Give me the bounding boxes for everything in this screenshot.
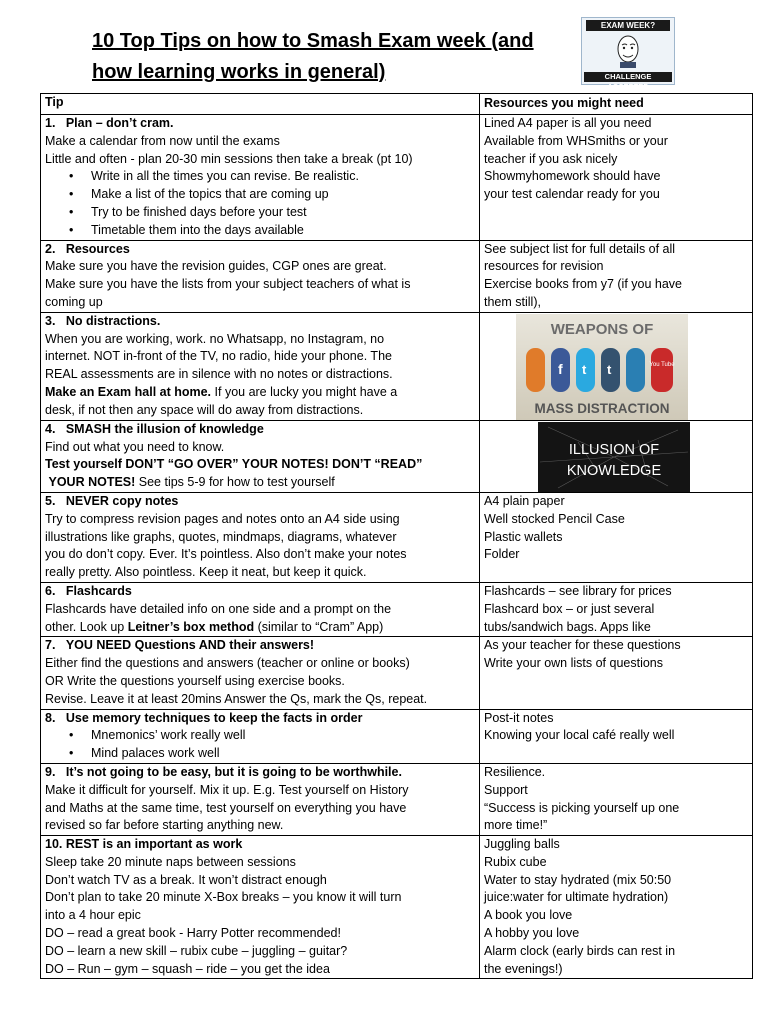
svg-text:t: t <box>607 361 612 377</box>
tip-line: Flashcards have detailed info on one side and a prompt on the <box>45 601 392 616</box>
bullet-item: • Mind palaces work well <box>45 745 475 763</box>
tip-line: Make it difficult for yourself. Mix it up. E.g. Test yourself on History <box>45 782 409 797</box>
meme-top-caption: EXAM WEEK? <box>586 20 670 31</box>
table-row <box>41 420 753 492</box>
title-line-1: 10 Top Tips on how to Smash Exam week (and <box>92 30 534 52</box>
tip-line: Make sure you have the lists from your subject teachers of what is <box>45 277 411 292</box>
tip-cell <box>41 492 480 582</box>
resource-line: Flashcards – see library for prices <box>484 583 672 598</box>
lead-rest: If you are lucky you might have a <box>211 384 398 399</box>
resources-cell <box>480 492 753 582</box>
tip-line: you do don’t copy. Ever. It’s pointless. Also don’t make your notes <box>45 547 407 562</box>
tip-line: into a 4 hour epic <box>45 908 141 923</box>
header-tip: Tip <box>41 94 480 115</box>
tip-line: When you are working, work. no Whatsapp, no Instagram, no <box>45 331 385 346</box>
image-line-1: ILLUSION OF <box>568 441 660 458</box>
resources-cell <box>480 836 753 979</box>
bold-span: Leitner’s box method <box>127 619 255 634</box>
challenge-accepted-face-icon <box>614 34 642 68</box>
tip-line: revised so far before starting anything new. <box>45 818 284 833</box>
tip-line: really pretty. Also pointless. Keep it neat, but keep it quick. <box>45 565 367 580</box>
resource-line: A book you love <box>484 908 573 923</box>
resource-line: Showmyhomework should have <box>484 169 661 184</box>
resource-line: Rubix cube <box>484 854 547 869</box>
resource-line: Post-it notes <box>484 710 554 725</box>
tip-line: OR Write the questions yourself using exercise books. <box>45 673 345 688</box>
table-row <box>41 492 753 582</box>
tip-line: illustrations like graphs, quotes, mindmaps, diagrams, whatever <box>45 529 397 544</box>
resource-line: Support <box>484 782 528 797</box>
tip-heading: 1. Plan – don’t cram. <box>45 116 174 130</box>
tip-heading: 3. No distractions. <box>45 313 161 328</box>
plain-span: (similar to “Cram” App) <box>254 619 384 634</box>
resource-line: juice:water for ultimate hydration) <box>484 890 669 905</box>
bold-lead: Make an Exam hall at home. <box>45 384 212 399</box>
resource-line: Plastic wallets <box>484 529 563 544</box>
resources-cell <box>480 312 753 420</box>
bullet-item: • Make a list of the topics that are coming up <box>45 186 475 204</box>
resources-cell <box>480 637 753 709</box>
tip-line <box>45 474 475 492</box>
tip-line: Little and often - plan 20-30 min sessions then take a break (pt 10) <box>45 151 413 166</box>
resource-line: Exercise books from y7 (if you have <box>484 277 682 292</box>
tip-cell <box>41 420 480 492</box>
resource-line: Write your own lists of questions <box>484 656 664 671</box>
tip-line: DO – Run – gym – squash – ride – you get the idea <box>45 961 330 976</box>
tip-line: Make sure you have the revision guides, CGP ones are great. <box>45 259 387 274</box>
tip-line: desk, if not then any space will do away from distractions. <box>45 402 364 417</box>
resource-line: Well stocked Pencil Case <box>484 511 625 526</box>
resources-cell <box>480 582 753 636</box>
tip-line: internet. NOT in-front of the TV, no radio, hide your phone. The <box>45 349 392 364</box>
bullet-item: • Write in all the times you can revise. Be realistic. <box>45 168 475 186</box>
resource-line: Lined A4 paper is all you need <box>484 116 652 130</box>
tip-heading: 9. It’s not going to be easy, but it is going to be worthwhile. <box>45 764 402 779</box>
title-line-2: how learning works in general) <box>92 61 386 83</box>
tip-heading: 2. Resources <box>45 241 130 256</box>
table-row <box>41 836 753 979</box>
tip-cell <box>41 115 480 241</box>
tip-line: Either find the questions and answers (teacher or online or books) <box>45 656 410 671</box>
resource-line: tubs/sandwich bags. Apps like <box>484 619 651 634</box>
resource-line: more time!” <box>484 818 548 833</box>
tip-line: Make a calendar from now until the exams <box>45 133 280 148</box>
meme-bottom-caption: CHALLENGE ACCEPTED <box>584 72 672 82</box>
resource-line: Water to stay hydrated (mix 50:50 <box>484 872 672 887</box>
table-row <box>41 637 753 709</box>
tip-cell <box>41 763 480 835</box>
tip-line: Test yourself DON’T “GO OVER” YOUR NOTES! DON’T “READ” <box>45 457 423 472</box>
resource-line: Available from WHSmiths or your <box>484 133 668 148</box>
resource-line: your test calendar ready for you <box>484 187 660 202</box>
resource-line: Knowing your local café really well <box>484 728 675 743</box>
tip-line: Don’t plan to take 20 minute X-Box breaks – you know it will turn <box>45 890 402 905</box>
resource-line: A4 plain paper <box>484 493 565 508</box>
tip-heading: 5. NEVER copy notes <box>45 493 179 508</box>
tip-cell <box>41 312 480 420</box>
bullet-item: • Timetable them into the days available <box>45 222 475 240</box>
tip-heading: 7. YOU NEED Questions AND their answers! <box>45 638 315 653</box>
resources-cell <box>480 420 753 492</box>
youtube-label: You Tube <box>649 361 675 368</box>
plain-span: See tips 5-9 for how to test yourself <box>135 475 335 490</box>
resource-line: the evenings!) <box>484 961 563 976</box>
image-caption-bottom: MASS DISTRACTION <box>534 400 670 416</box>
tip-line: Try to compress revision pages and notes onto an A4 side using <box>45 511 400 526</box>
resources-cell <box>480 763 753 835</box>
tip-line: Sleep take 20 minute naps between sessions <box>45 854 296 869</box>
resource-line: resources for revision <box>484 259 604 274</box>
resource-line: Resilience. <box>484 764 546 779</box>
resources-cell <box>480 115 753 241</box>
resources-cell <box>480 240 753 312</box>
tip-line <box>45 384 475 402</box>
image-line-2: KNOWLEDGE <box>566 462 662 479</box>
page-title <box>92 26 562 88</box>
tip-line: REAL assessments are in silence with no notes or distractions. <box>45 367 393 382</box>
tip-line <box>45 619 475 637</box>
table-row <box>41 763 753 835</box>
resource-line: Juggling balls <box>484 837 560 852</box>
tip-line: Revise. Leave it at least 20mins Answer the Qs, mark the Qs, repeat. <box>45 691 428 706</box>
resource-line: See subject list for full details of all <box>484 241 676 256</box>
tip-line: Don’t watch TV as a break. It won’t distract enough <box>45 872 327 887</box>
tip-cell <box>41 836 480 979</box>
bold-span: YOUR NOTES! <box>48 475 136 490</box>
table-row <box>41 709 753 763</box>
table-row <box>41 312 753 420</box>
tip-heading: 6. Flashcards <box>45 583 132 598</box>
resource-line: Alarm clock (early birds can rest in <box>484 943 676 958</box>
bullet-item: • Mnemonics’ work really well <box>45 727 475 745</box>
resources-cell <box>480 709 753 763</box>
illusion-of-knowledge-image <box>538 422 690 492</box>
tip-line: DO – read a great book - Harry Potter recommended! <box>45 926 341 941</box>
tips-table <box>40 93 753 979</box>
tip-line: Find out what you need to know. <box>45 439 225 454</box>
resource-line: them still), <box>484 294 541 309</box>
resource-line: As your teacher for these questions <box>484 638 681 653</box>
resource-line: “Success is picking yourself up one <box>484 800 680 815</box>
tip-cell <box>41 709 480 763</box>
tip-cell <box>41 240 480 312</box>
table-header-row <box>41 94 753 115</box>
resource-line: A hobby you love <box>484 926 580 941</box>
exam-week-meme-image <box>581 17 675 91</box>
resource-line: Flashcard box – or just several <box>484 601 655 616</box>
tip-heading: 8. Use memory techniques to keep the facts in order <box>45 710 363 725</box>
tip-heading: 4. SMASH the illusion of knowledge <box>45 421 264 436</box>
tip-heading: 10. REST is an important as work <box>45 837 243 852</box>
svg-text:f: f <box>558 360 563 377</box>
table-row <box>41 240 753 312</box>
weapons-of-mass-distraction-image <box>516 314 688 420</box>
tip-line: coming up <box>45 294 103 309</box>
tip-cell <box>41 637 480 709</box>
table-row <box>41 115 753 241</box>
svg-text:t: t <box>582 361 587 377</box>
header-resources: Resources you might need <box>480 94 753 115</box>
resource-line: Folder <box>484 547 520 562</box>
tip-line: and Maths at the same time, test yourself on everything you have <box>45 800 407 815</box>
plain-span: other. Look up <box>45 619 128 634</box>
bullet-item: • Try to be finished days before your test <box>45 204 475 222</box>
resource-line: teacher if you ask nicely <box>484 151 618 166</box>
image-caption-top: WEAPONS OF <box>550 320 654 338</box>
table-row <box>41 582 753 636</box>
tip-line: DO – learn a new skill – rubix cube – juggling – guitar? <box>45 943 348 958</box>
tip-cell <box>41 582 480 636</box>
